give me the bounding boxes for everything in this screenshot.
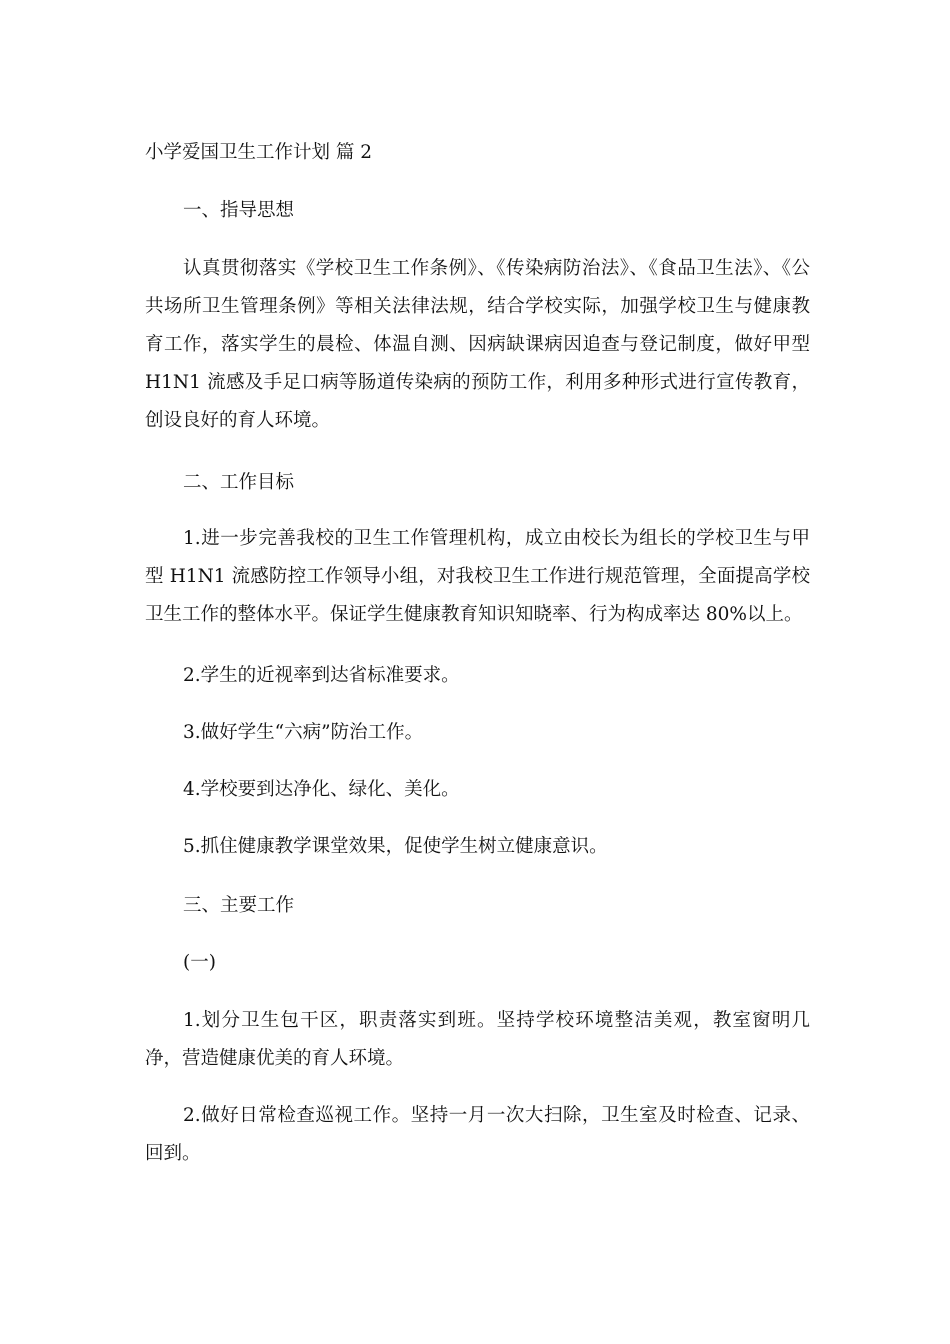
subsection-heading-1: (一) (183, 952, 216, 973)
paragraph-guiding-ideology: 认真贯彻落实《学校卫生工作条例》、《传染病防治法》、《食品卫生法》、《公共场所卫生管理条例》等相关法律法规，结合学校实际，加强学校卫生与健康教育工作，落实学生的晨检、体温自测、因病缺课病因追查与登记制度，做好甲型 H1N1 流感及手足口病等肠道传染病的预防工作，利用多种形式进行宣传教育，创设良好的育人环境。 (145, 258, 810, 431)
goal-item-4: 4.学校要到达净化、绿化、美化。 (183, 779, 460, 800)
document-title: 小学爱国卫生工作计划 篇 2 (145, 142, 373, 163)
work-item-2: 2.做好日常检查巡视工作。坚持一月一次大扫除，卫生室及时检查、记录、回到。 (145, 1105, 810, 1164)
section-heading-work-goals: 二、工作目标 (183, 472, 295, 493)
work-item-1: 1.划分卫生包干区，职责落实到班。坚持学校环境整洁美观，教室窗明几净，营造健康优美的育人环境。 (145, 1010, 810, 1069)
goal-item-2: 2.学生的近视率到达省标准要求。 (183, 665, 460, 686)
goal-item-5: 5.抓住健康教学课堂效果，促使学生树立健康意识。 (183, 836, 608, 857)
goal-item-3: 3.做好学生“六病”防治工作。 (183, 722, 424, 743)
goal-item-1: 1.进一步完善我校的卫生工作管理机构，成立由校长为组长的学校卫生与甲型 H1N1 流感防控工作领导小组，对我校卫生工作进行规范管理，全面提高学校卫生工作的整体水平。保证学生健康教育知识知晓率、行为构成率达 80%以上。 (145, 528, 810, 625)
section-heading-guiding-ideology: 一、指导思想 (183, 200, 295, 221)
section-heading-main-work: 三、主要工作 (183, 895, 295, 916)
